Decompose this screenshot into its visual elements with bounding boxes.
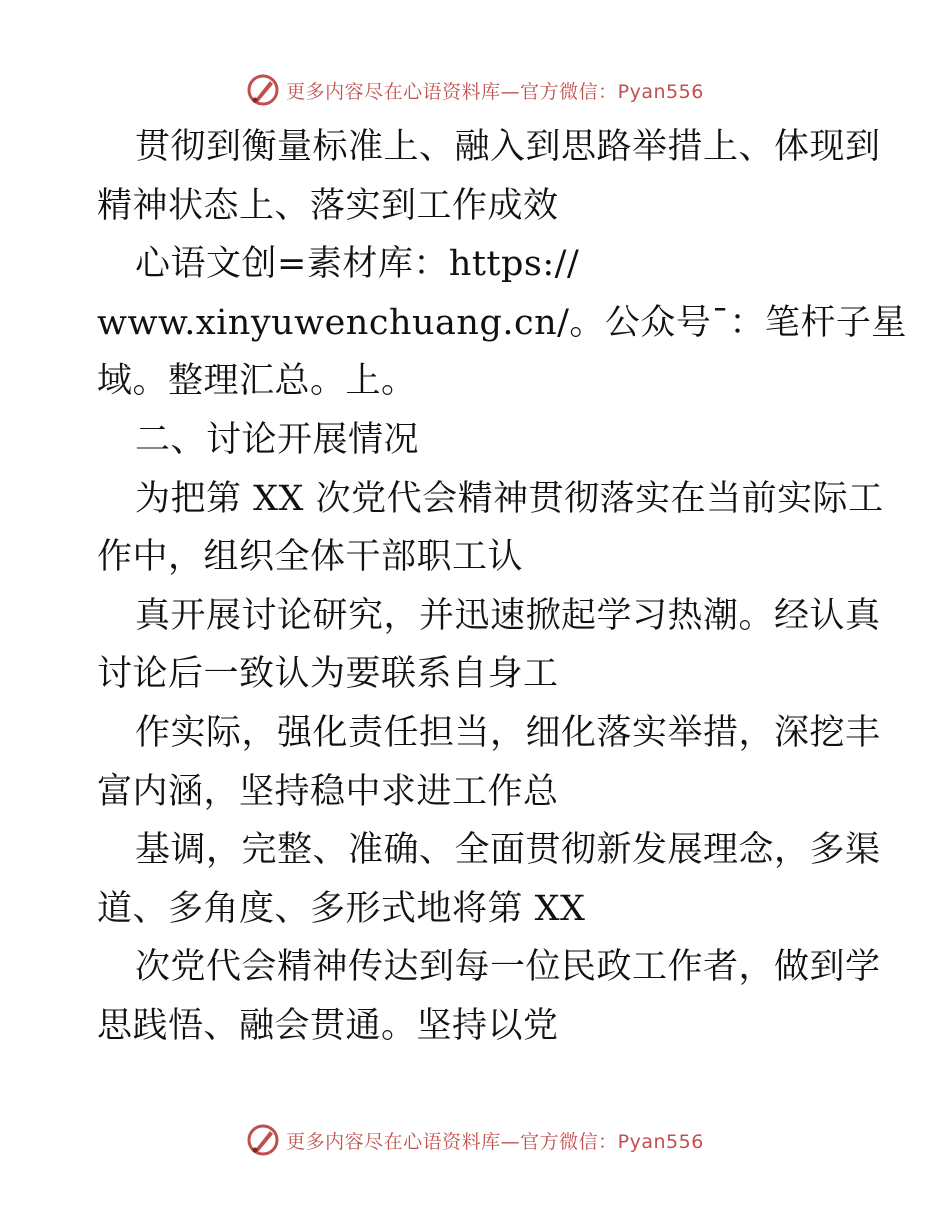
text-line: 作实际，强化责任担当，细化落实举措，深挖丰 <box>135 712 881 753</box>
text-line: 思践悟、融会贯通。坚持以党 <box>97 1005 559 1046</box>
text-line: 心语文创=素材库：https:// <box>135 244 580 285</box>
footer-banner-text: 更多内容尽在心语资料库—官方微信：Pyan556 <box>286 1130 704 1153</box>
text-line: 基调，完整、准确、全面贯彻新发展理念，多渠 <box>135 830 881 871</box>
text-line: 为把第 XX 次党代会精神贯彻落实在当前实际工 <box>135 478 884 519</box>
pen-logo-icon <box>246 73 280 107</box>
pen-logo-icon <box>246 1123 280 1157</box>
footer-banner <box>0 1120 950 1160</box>
text-line: 作中，组织全体干部职工认 <box>97 537 524 578</box>
section-heading: 二、讨论开展情况 <box>135 419 420 460</box>
text-line: www.xinyuwenchuang.cn/。公众号¯：笔杆子星 <box>97 302 907 343</box>
text-line: 次党代会精神传达到每一位民政工作者，做到学 <box>135 947 881 988</box>
text-line: 域。整理汇总。上。 <box>97 361 417 402</box>
text-line: 贯彻到衡量标准上、融入到思路举措上、体现到 <box>135 127 881 167</box>
text-line: 真开展讨论研究，并迅速掀起学习热潮。经认真 <box>135 595 881 636</box>
text-line: 富内涵，坚持稳中求进工作总 <box>97 771 559 812</box>
header-banner-text: 更多内容尽在心语资料库—官方微信：Pyan556 <box>286 80 704 103</box>
document-body <box>97 118 907 1056</box>
header-banner <box>0 70 950 110</box>
text-line: 精神状态上、落实到工作成效 <box>97 185 559 226</box>
text-line: 讨论后一致认为要联系自身工 <box>97 654 559 695</box>
text-line: 道、多角度、多形式地将第 XX <box>97 888 586 929</box>
